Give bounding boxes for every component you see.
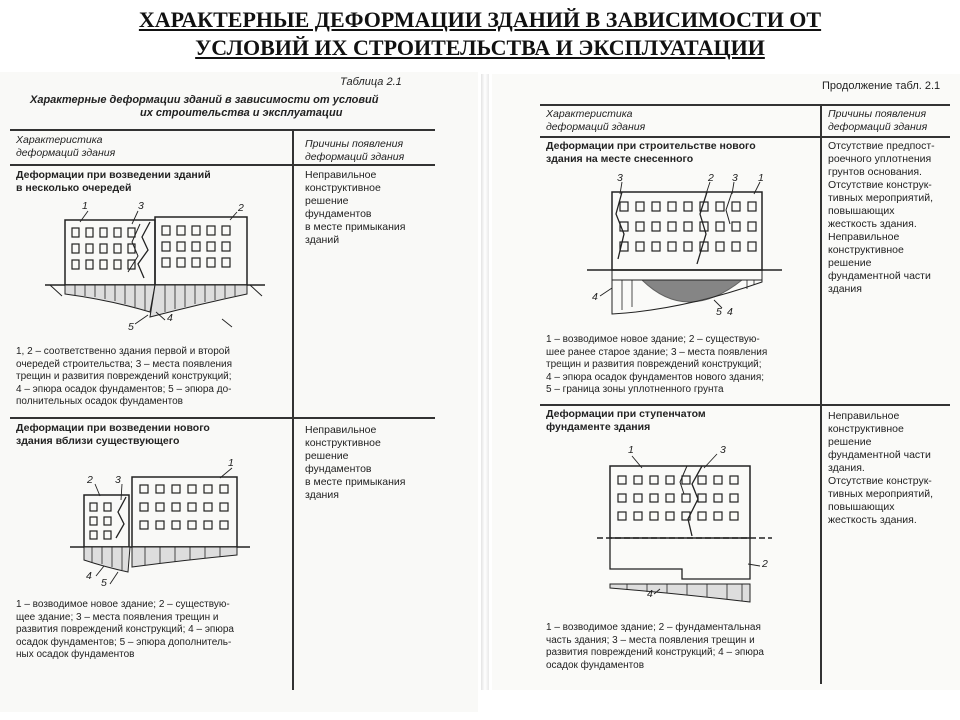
right-row2-title: Деформации при ступенчатом фундаменте здания: [546, 408, 706, 433]
right-row1-label-3a: 3: [617, 172, 623, 184]
slide-title-line1: ХАРАКТЕРНЫЕ ДЕФОРМАЦИИ ЗДАНИЙ В ЗАВИСИМОСТИ ОТ: [138, 7, 822, 32]
right-row1-label-1: 1: [758, 172, 764, 184]
right-row1-title: Деформации при строительстве нового здания на месте снесенного: [546, 140, 756, 165]
right-row1-legend: 1 – возводимое новое здание; 2 – существую- шее ранее старое здание; 3 – места появления трещин и развития повреждений конструкций; 4 – эпюра осадок фундаментов нового здания; 5 – граница зоны уплотненного грунта: [546, 334, 768, 395]
right-row2-cause: Неправильное конструктивное решение фундаментной части здания. Отсутствие конструк- тивных мероприятий, повышающих жесткость здания.: [828, 410, 934, 526]
row1-label-4: 4: [167, 312, 173, 324]
right-col2-header: Причины появления деформаций здания: [828, 108, 928, 133]
right-scan-page: [492, 74, 960, 690]
right-row2-diagram: [492, 74, 960, 690]
table-caption-line1: Характерные деформации зданий в зависимости от условий: [30, 94, 379, 106]
row2-label-3: 3: [115, 474, 121, 486]
right-row2-label-4: 4: [647, 588, 653, 600]
col2-header: Причины появления деформаций здания: [305, 138, 405, 163]
right-row1-label-2: 2: [708, 172, 714, 184]
slide-title: [0, 6, 960, 62]
table-caption-line2: их строительства и эксплуатации: [140, 107, 343, 119]
right-row1-label-4b: 4: [727, 306, 733, 318]
row2-title: Деформации при возведении нового здания вблизи существующего: [16, 422, 210, 447]
continuation-label: Продолжение табл. 2.1: [822, 80, 941, 92]
slide-title-line2: УСЛОВИЙ ИХ СТРОИТЕЛЬСТВА И ЭКСПЛУАТАЦИИ: [195, 35, 765, 60]
col1-header: Характеристика деформаций здания: [16, 134, 116, 159]
row1-label-3: 3: [138, 200, 144, 212]
row2-label-5: 5: [101, 577, 107, 589]
right-col1-header: Характеристика деформаций здания: [546, 108, 646, 133]
row1-cause: Неправильное конструктивное решение фундаментов в месте примыкания зданий: [305, 169, 406, 246]
left-scan-page: [0, 72, 478, 712]
table-number: Таблица 2.1: [340, 76, 402, 88]
right-row2-label-3: 3: [720, 444, 726, 456]
right-row2-label-2: 2: [762, 558, 768, 570]
row1-legend: 1, 2 – соответственно здания первой и второй очередей строительства; 3 – места появления трещин и развития повреждений конструкций; 4 – эпюра осадок фундаментов; 5 – эпюра до- полнительных осадок фундаментов: [16, 346, 233, 407]
right-row1-label-5: 5: [716, 306, 722, 318]
right-row2-label-1: 1: [628, 444, 634, 456]
right-row1-label-3b: 3: [732, 172, 738, 184]
row2-label-4: 4: [86, 570, 92, 582]
row1-label-5: 5: [128, 321, 134, 333]
row2-label-1: 1: [228, 457, 234, 469]
right-row1-label-4a: 4: [592, 291, 598, 303]
book-spine: [481, 74, 489, 690]
row2-label-2: 2: [87, 474, 93, 486]
row1-label-2: 2: [238, 202, 244, 214]
row2-legend: 1 – возводимое новое здание; 2 – существую- щее здание; 3 – места появления трещин и развития повреждений конструкций; 4 – эпюра осадок фундаментов; 5 – эпюра дополнитель- ных осадок фундаментов: [16, 599, 234, 660]
right-row2-legend: 1 – возводимое здание; 2 – фундаментальная часть здания; 3 – места появления трещин и развития повреждений конструкций; 4 – эпюра осадок фундаментов: [546, 622, 764, 671]
right-row1-cause: Отсутствие предпост- роечного уплотнения грунтов основания. Отсутствие конструк- тивных мероприятий, повышающих жесткость здания. Неправильное конструктивное решение фундаментной части здания: [828, 140, 935, 295]
row1-label-1: 1: [82, 200, 88, 212]
row1-title: Деформации при возведении зданий в несколько очередей: [16, 169, 211, 194]
row2-cause: Неправильное конструктивное решение фундаментов в месте примыкания здания: [305, 424, 406, 501]
